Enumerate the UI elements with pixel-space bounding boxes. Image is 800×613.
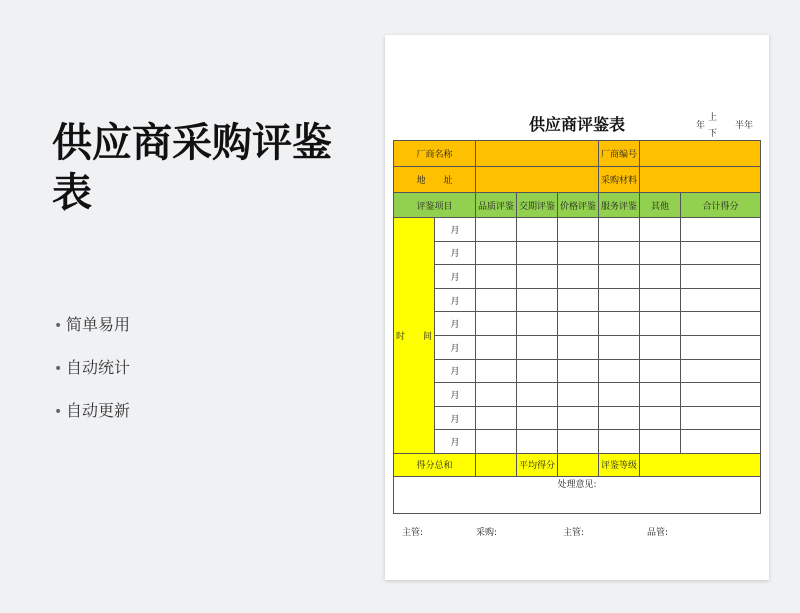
month-cell: 月 [435, 335, 476, 359]
score-cell[interactable] [640, 218, 681, 242]
month-cell: 月 [435, 359, 476, 383]
table-row [394, 241, 761, 265]
signature-manager: 主管: [563, 528, 585, 538]
material-label: 采购材料 [599, 167, 640, 193]
month-cell: 月 [435, 241, 476, 265]
period-lower-label: 下 [708, 129, 718, 139]
total-cell[interactable] [681, 218, 761, 242]
time-label: 时 间 [394, 218, 435, 454]
feature-list [54, 314, 130, 443]
grade-field[interactable] [640, 453, 761, 476]
score-cell[interactable] [476, 218, 517, 242]
sheet-title: 供应商评鉴表 [528, 115, 625, 134]
total-cell[interactable] [681, 383, 761, 407]
score-cell[interactable] [476, 241, 517, 265]
score-cell[interactable] [558, 335, 599, 359]
bullet-icon: • [54, 318, 63, 334]
header-delivery: 交期评鉴 [517, 193, 558, 218]
score-cell[interactable] [599, 312, 640, 336]
month-cell: 月 [435, 406, 476, 430]
vendor-no-label: 厂商编号 [599, 141, 640, 167]
score-cell[interactable] [640, 359, 681, 383]
total-score-field[interactable] [476, 453, 517, 476]
score-cell[interactable] [640, 265, 681, 289]
score-cell[interactable] [476, 430, 517, 454]
total-cell[interactable] [681, 359, 761, 383]
period-year-label: 年 [696, 121, 706, 131]
address-row [394, 167, 761, 193]
total-cell[interactable] [681, 312, 761, 336]
table-row [394, 218, 761, 242]
month-cell: 月 [435, 312, 476, 336]
bullet-icon: • [54, 404, 63, 420]
score-cell[interactable] [476, 383, 517, 407]
table-row [394, 383, 761, 407]
month-cell: 月 [435, 288, 476, 312]
page-title: 供应商采购评鉴表 [52, 120, 332, 216]
score-cell[interactable] [599, 359, 640, 383]
total-cell[interactable] [681, 335, 761, 359]
score-cell[interactable] [558, 430, 599, 454]
score-cell[interactable] [476, 335, 517, 359]
signature-quality: 品管: [647, 528, 669, 538]
vendor-no-field[interactable] [640, 141, 761, 167]
feature-item: • 自动更新 [54, 400, 130, 443]
table-row [394, 406, 761, 430]
table-row [394, 359, 761, 383]
month-cell: 月 [435, 265, 476, 289]
vendor-row [394, 141, 761, 167]
material-field[interactable] [640, 167, 761, 193]
header-item: 评鉴项目 [394, 193, 476, 218]
header-price: 价格评鉴 [558, 193, 599, 218]
header-quality: 品质评鉴 [476, 193, 517, 218]
score-cell[interactable] [640, 241, 681, 265]
total-cell[interactable] [681, 406, 761, 430]
vendor-name-label: 厂商名称 [394, 141, 476, 167]
period-half-year-label: 半年 [735, 121, 754, 131]
total-cell[interactable] [681, 430, 761, 454]
table-row [394, 312, 761, 336]
score-cell[interactable] [599, 430, 640, 454]
address-field[interactable] [476, 167, 599, 193]
score-cell[interactable] [599, 406, 640, 430]
score-cell[interactable] [599, 335, 640, 359]
feature-item: • 简单易用 [54, 314, 130, 357]
score-cell[interactable] [599, 383, 640, 407]
score-cell[interactable] [517, 241, 558, 265]
month-cell: 月 [435, 218, 476, 242]
vendor-name-field[interactable] [476, 141, 599, 167]
score-cell[interactable] [640, 383, 681, 407]
score-cell[interactable] [558, 312, 599, 336]
table-row [394, 265, 761, 289]
header-row [394, 193, 761, 218]
form-sheet [385, 35, 769, 580]
score-cell[interactable] [640, 406, 681, 430]
score-cell[interactable] [599, 265, 640, 289]
signature-supervisor: 主管: [402, 528, 424, 538]
signature-purchasing: 采购: [476, 528, 498, 538]
score-cell[interactable] [558, 241, 599, 265]
feature-item: • 自动统计 [54, 357, 130, 400]
score-cell[interactable] [517, 406, 558, 430]
score-cell[interactable] [517, 312, 558, 336]
score-cell[interactable] [558, 218, 599, 242]
score-cell[interactable] [558, 383, 599, 407]
table-row [394, 430, 761, 454]
score-cell[interactable] [517, 430, 558, 454]
score-cell[interactable] [558, 288, 599, 312]
score-cell[interactable] [558, 406, 599, 430]
period-upper-label: 上 [708, 113, 718, 123]
score-cell[interactable] [517, 335, 558, 359]
score-cell[interactable] [517, 359, 558, 383]
score-cell[interactable] [558, 359, 599, 383]
summary-row [394, 453, 761, 476]
score-cell[interactable] [517, 288, 558, 312]
score-cell[interactable] [640, 335, 681, 359]
evaluation-table [393, 140, 761, 514]
total-cell[interactable] [681, 265, 761, 289]
table-row [394, 335, 761, 359]
score-cell[interactable] [476, 312, 517, 336]
note-field[interactable] [394, 476, 761, 513]
header-total: 合计得分 [681, 193, 761, 218]
header-other: 其他 [640, 193, 681, 218]
score-cell[interactable] [640, 430, 681, 454]
address-label: 地 址 [394, 167, 476, 193]
score-cell[interactable] [599, 288, 640, 312]
score-cell[interactable] [476, 265, 517, 289]
score-cell[interactable] [476, 359, 517, 383]
score-cell[interactable] [599, 241, 640, 265]
note-row [394, 476, 761, 513]
average-score-field[interactable] [558, 453, 599, 476]
table-row [394, 288, 761, 312]
total-cell[interactable] [681, 241, 761, 265]
score-cell[interactable] [517, 218, 558, 242]
score-cell[interactable] [640, 288, 681, 312]
month-cell: 月 [435, 383, 476, 407]
score-cell[interactable] [476, 288, 517, 312]
month-cell: 月 [435, 430, 476, 454]
score-cell[interactable] [517, 265, 558, 289]
bullet-icon: • [54, 361, 63, 377]
total-cell[interactable] [681, 288, 761, 312]
total-score-label: 得分总和 [394, 453, 476, 476]
score-cell[interactable] [558, 265, 599, 289]
header-service: 服务评鉴 [599, 193, 640, 218]
average-score-label: 平均得分 [517, 453, 558, 476]
score-cell[interactable] [517, 383, 558, 407]
score-cell[interactable] [599, 218, 640, 242]
score-cell[interactable] [476, 406, 517, 430]
score-cell[interactable] [640, 312, 681, 336]
note-label: 处理意见: [557, 479, 597, 490]
grade-label: 评鉴等级 [599, 453, 640, 476]
